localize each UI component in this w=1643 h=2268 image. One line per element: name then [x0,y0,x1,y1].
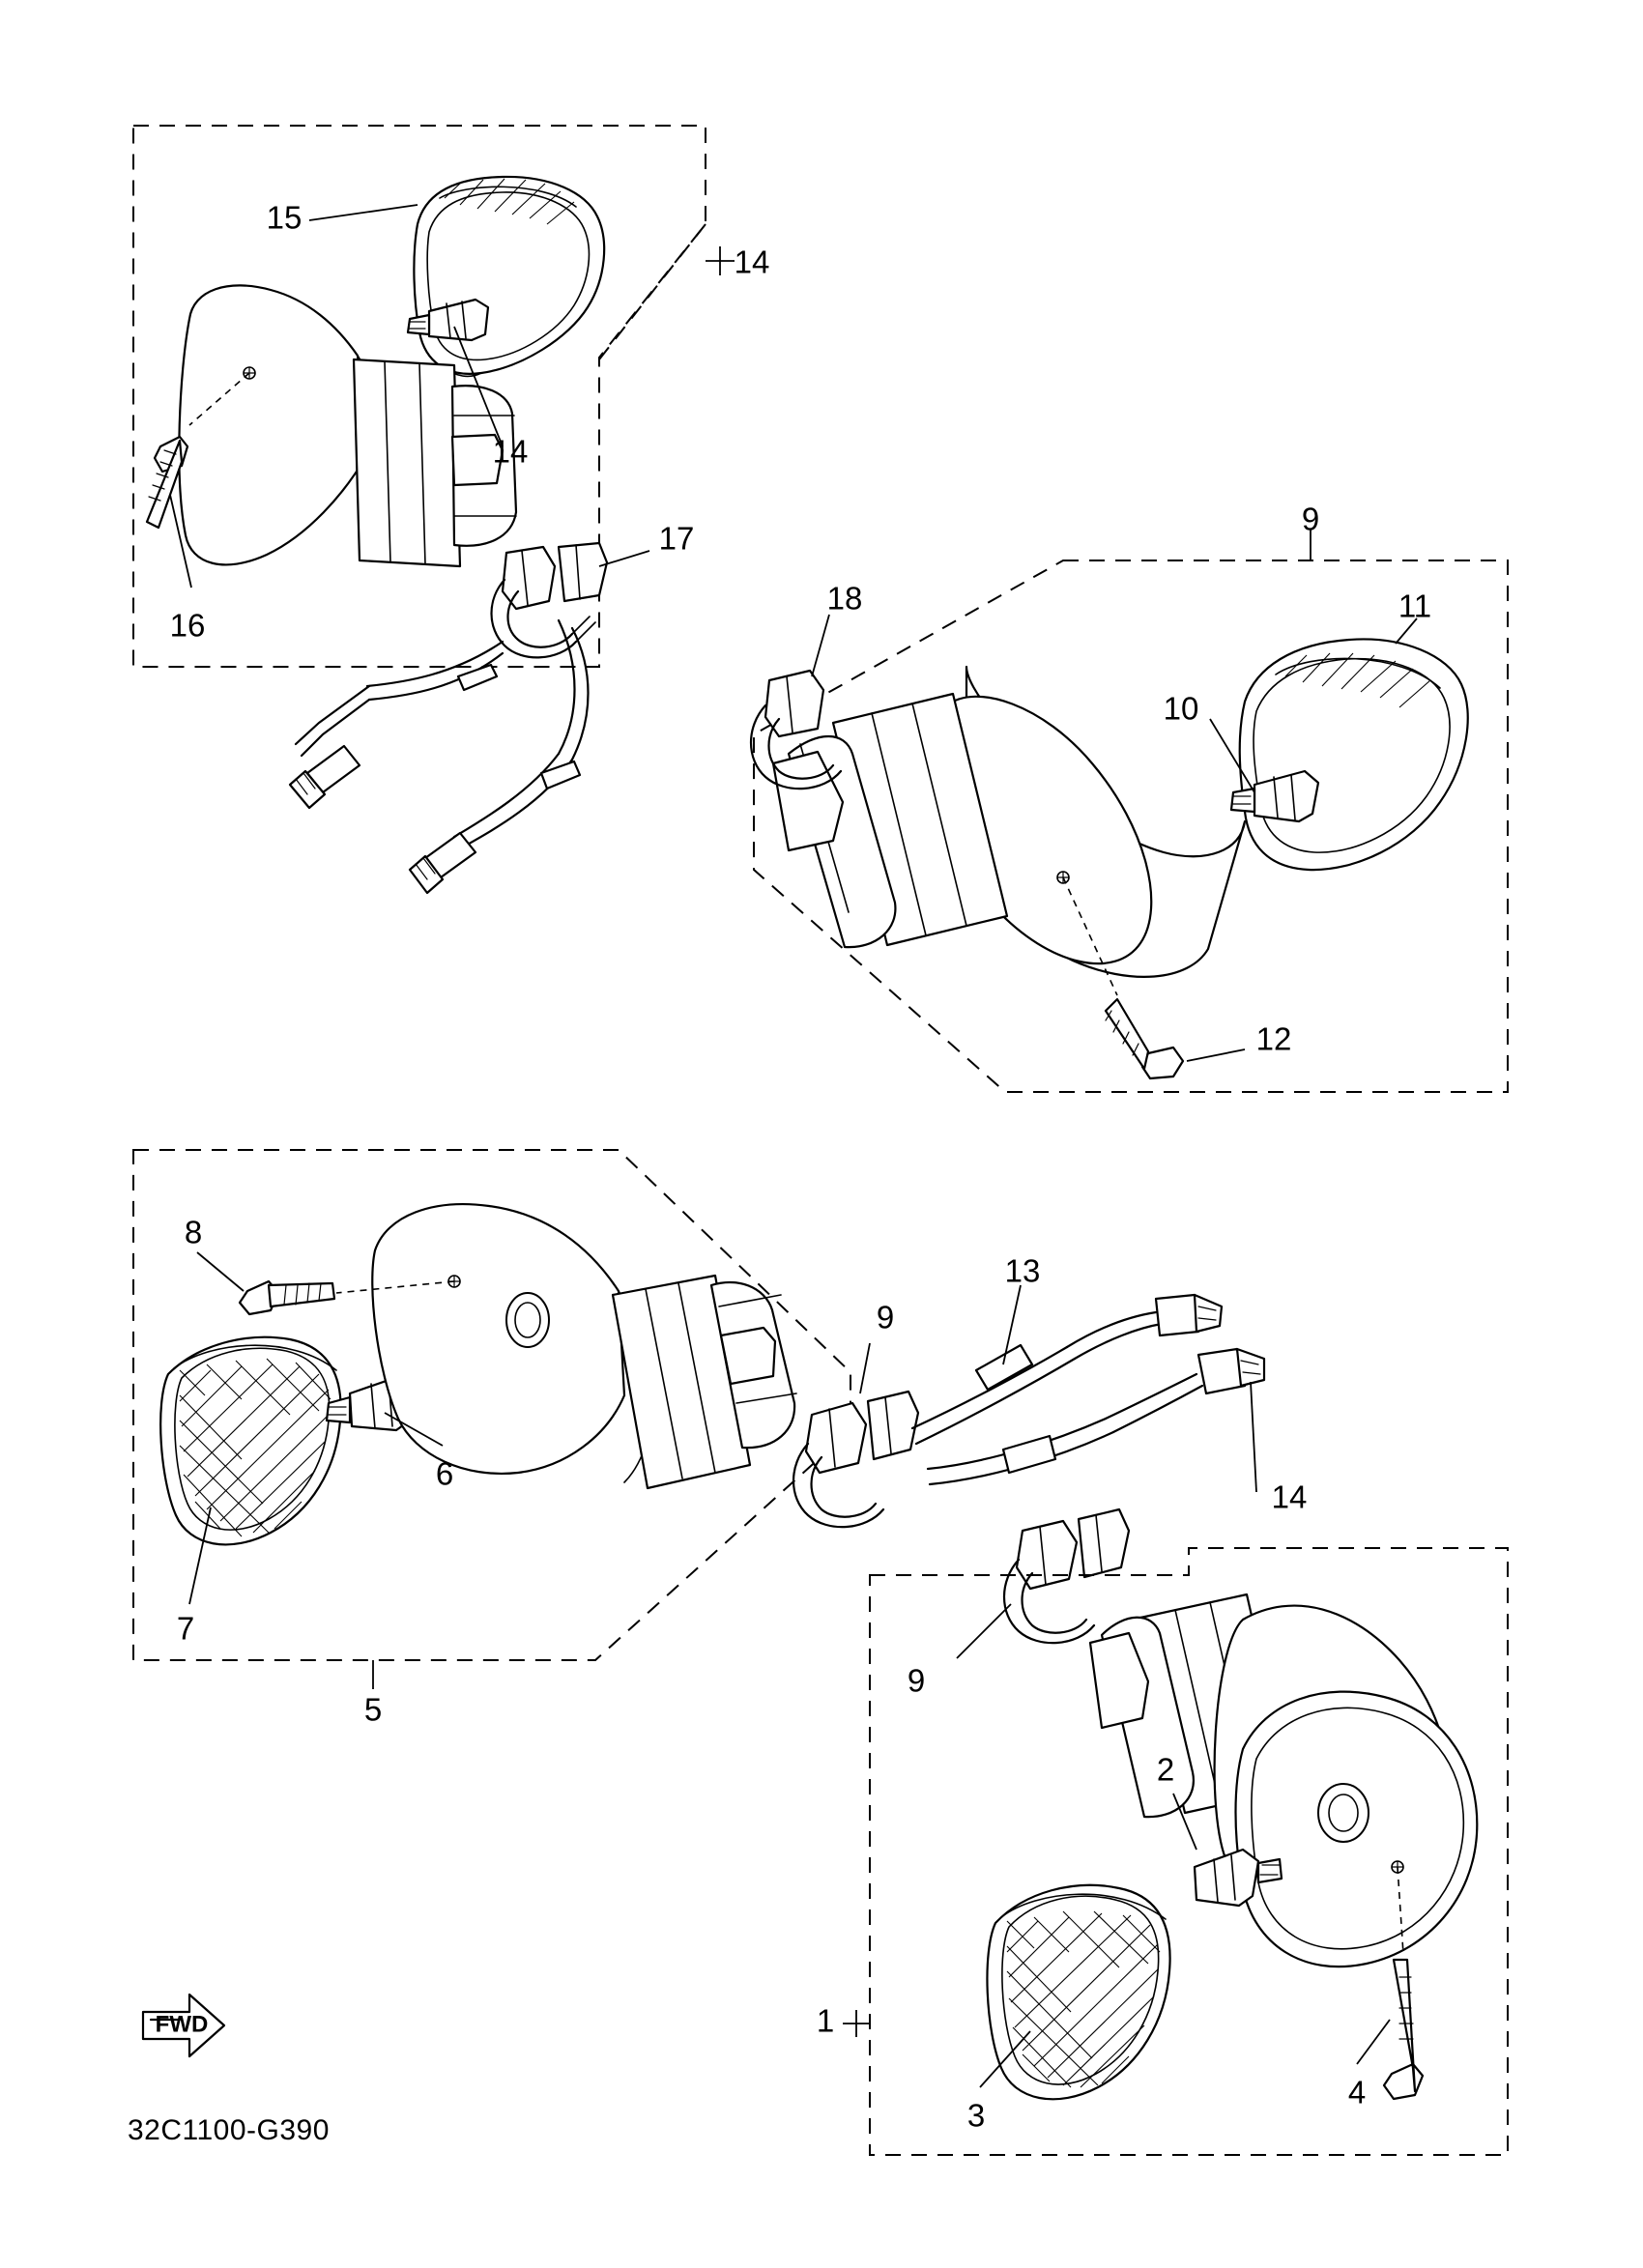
callout-1-leader [843,2010,870,2037]
callout-9-upper-leader [860,1343,870,1393]
callout-13: 12 [1255,1020,1292,1057]
diagram-part-number: 32C1100-G390 [128,2114,330,2146]
wire-harness-upper-left [290,620,589,893]
callout-14-upper: 13 [1004,1252,1041,1289]
part-17-lens [414,177,604,376]
part-7-lens [160,1337,340,1545]
fwd-label: FWD [155,2011,209,2038]
fwd-direction-marker [143,1995,224,2056]
part-5-flasher-body [372,1204,796,1488]
callout-1: 1 [816,2002,835,2039]
part-12-lens [1240,639,1468,870]
wire-14-upper [912,1295,1222,1444]
callout-9-lower: 9 [907,1662,926,1699]
callout-6: 6 [435,1455,454,1492]
callout-15-leader [706,246,735,275]
callout-19-mid: 18 [826,580,863,617]
callout-2: 2 [1156,1751,1175,1788]
callout-9-lower-leader [957,1604,1011,1658]
callout-14-lower: 14 [1271,1479,1308,1515]
callout-4: 4 [1347,2074,1367,2110]
callout-18: 16 [169,607,206,644]
callout-15: 14 [734,244,770,280]
part-3-lens [987,1885,1169,2099]
callout-5: 5 [363,1691,383,1728]
callout-19-upper: 17 [658,520,695,557]
callout-3: 3 [966,2097,986,2134]
part-9-clip-upper [793,1392,918,1527]
callout-9-upper: 9 [876,1299,895,1335]
callout-17: 15 [266,199,303,236]
part-19-band-upper [492,543,608,657]
callout-12: 11 [1398,588,1432,624]
callout-11: 10 [1163,690,1199,727]
callout-19-mid-leader [812,615,829,676]
callout-8: 8 [184,1214,203,1250]
callout-16: 14 [492,433,529,470]
callout-10: 9 [1301,501,1320,537]
callout-7: 7 [176,1610,195,1647]
part-9-clip-lower [1004,1509,1129,1643]
